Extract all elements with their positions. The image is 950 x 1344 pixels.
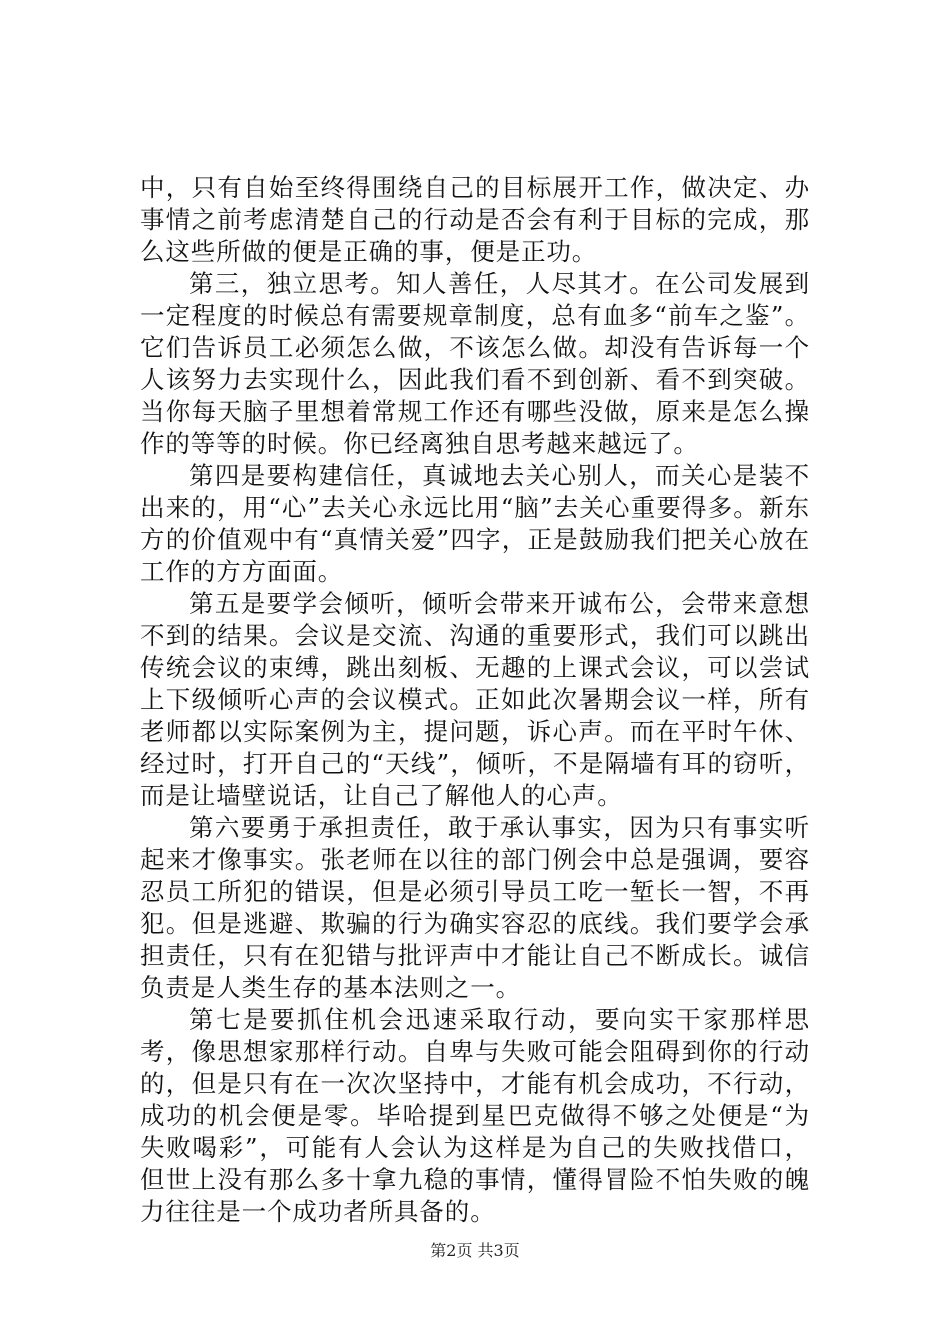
paragraph-continuation: 中，只有自始至终得围绕自己的目标展开工作，做决定、办事情之前考虑清楚自己的行动是否会有利于目标的完成，那么这些所做的便是正确的事，便是正功。 <box>140 173 810 266</box>
paragraph-independent-thinking: 第三，独立思考。知人善任，人尽其才。在公司发展到一定程度的时候总有需要规章制度，总有血多“前车之鉴”。它们告诉员工必须怎么做，不该怎么做。却没有告诉每一个人该努力去实现什么，因此我们看不到创新、看不到突破。当你每天脑子里想着常规工作还有哪些没做，原来是怎么操作的等等的时候。你已经离独自思考越来越远了。 <box>140 269 810 458</box>
document-body <box>140 172 810 1228</box>
paragraph-build-trust: 第四是要构建信任，真诚地去关心别人，而关心是装不出来的，用“心”去关心永远比用“脑”去关心重要得多。新东方的价值观中有“真情关爱”四字，正是鼓励我们把关心放在工作的方方面面。 <box>140 461 810 586</box>
paragraph-listening: 第五是要学会倾听，倾听会带来开诚布公，会带来意想不到的结果。会议是交流、沟通的重要形式，我们可以跳出传统会议的束缚，跳出刻板、无趣的上课式会议，可以尝试上下级倾听心声的会议模式。正如此次暑期会议一样，所有老师都以实际案例为主，提问题，诉心声。而在平时午休、经过时，打开自己的“天线”，倾听，不是隔墙有耳的窃听，而是让墙壁说话，让自己了解他人的心声。 <box>140 589 810 810</box>
paragraph-responsibility: 第六要勇于承担责任，敢于承认事实，因为只有事实听起来才像事实。张老师在以往的部门例会中总是强调，要容忍员工所犯的错误，但是必须引导员工吃一堑长一智，不再犯。但是逃避、欺骗的行为确实容忍的底线。我们要学会承担责任，只有在犯错与批评声中才能让自己不断成长。诚信负责是人类生存的基本法则之一。 <box>140 813 810 1002</box>
paragraph-take-action: 第七是要抓住机会迅速采取行动，要向实干家那样思考，像思想家那样行动。自卑与失败可能会阻碍到你的行动的，但是只有在一次次坚持中，才能有机会成功，不行动，成功的机会便是零。毕哈提到星巴克做得不够之处便是“为失败喝彩”，可能有人会认为这样是为自己的失败找借口，但世上没有那么多十拿九稳的事情，懂得冒险不怕失败的魄力往往是一个成功者所具备的。 <box>140 1005 810 1226</box>
page-number-footer: 第2页 共3页 <box>430 1241 520 1260</box>
